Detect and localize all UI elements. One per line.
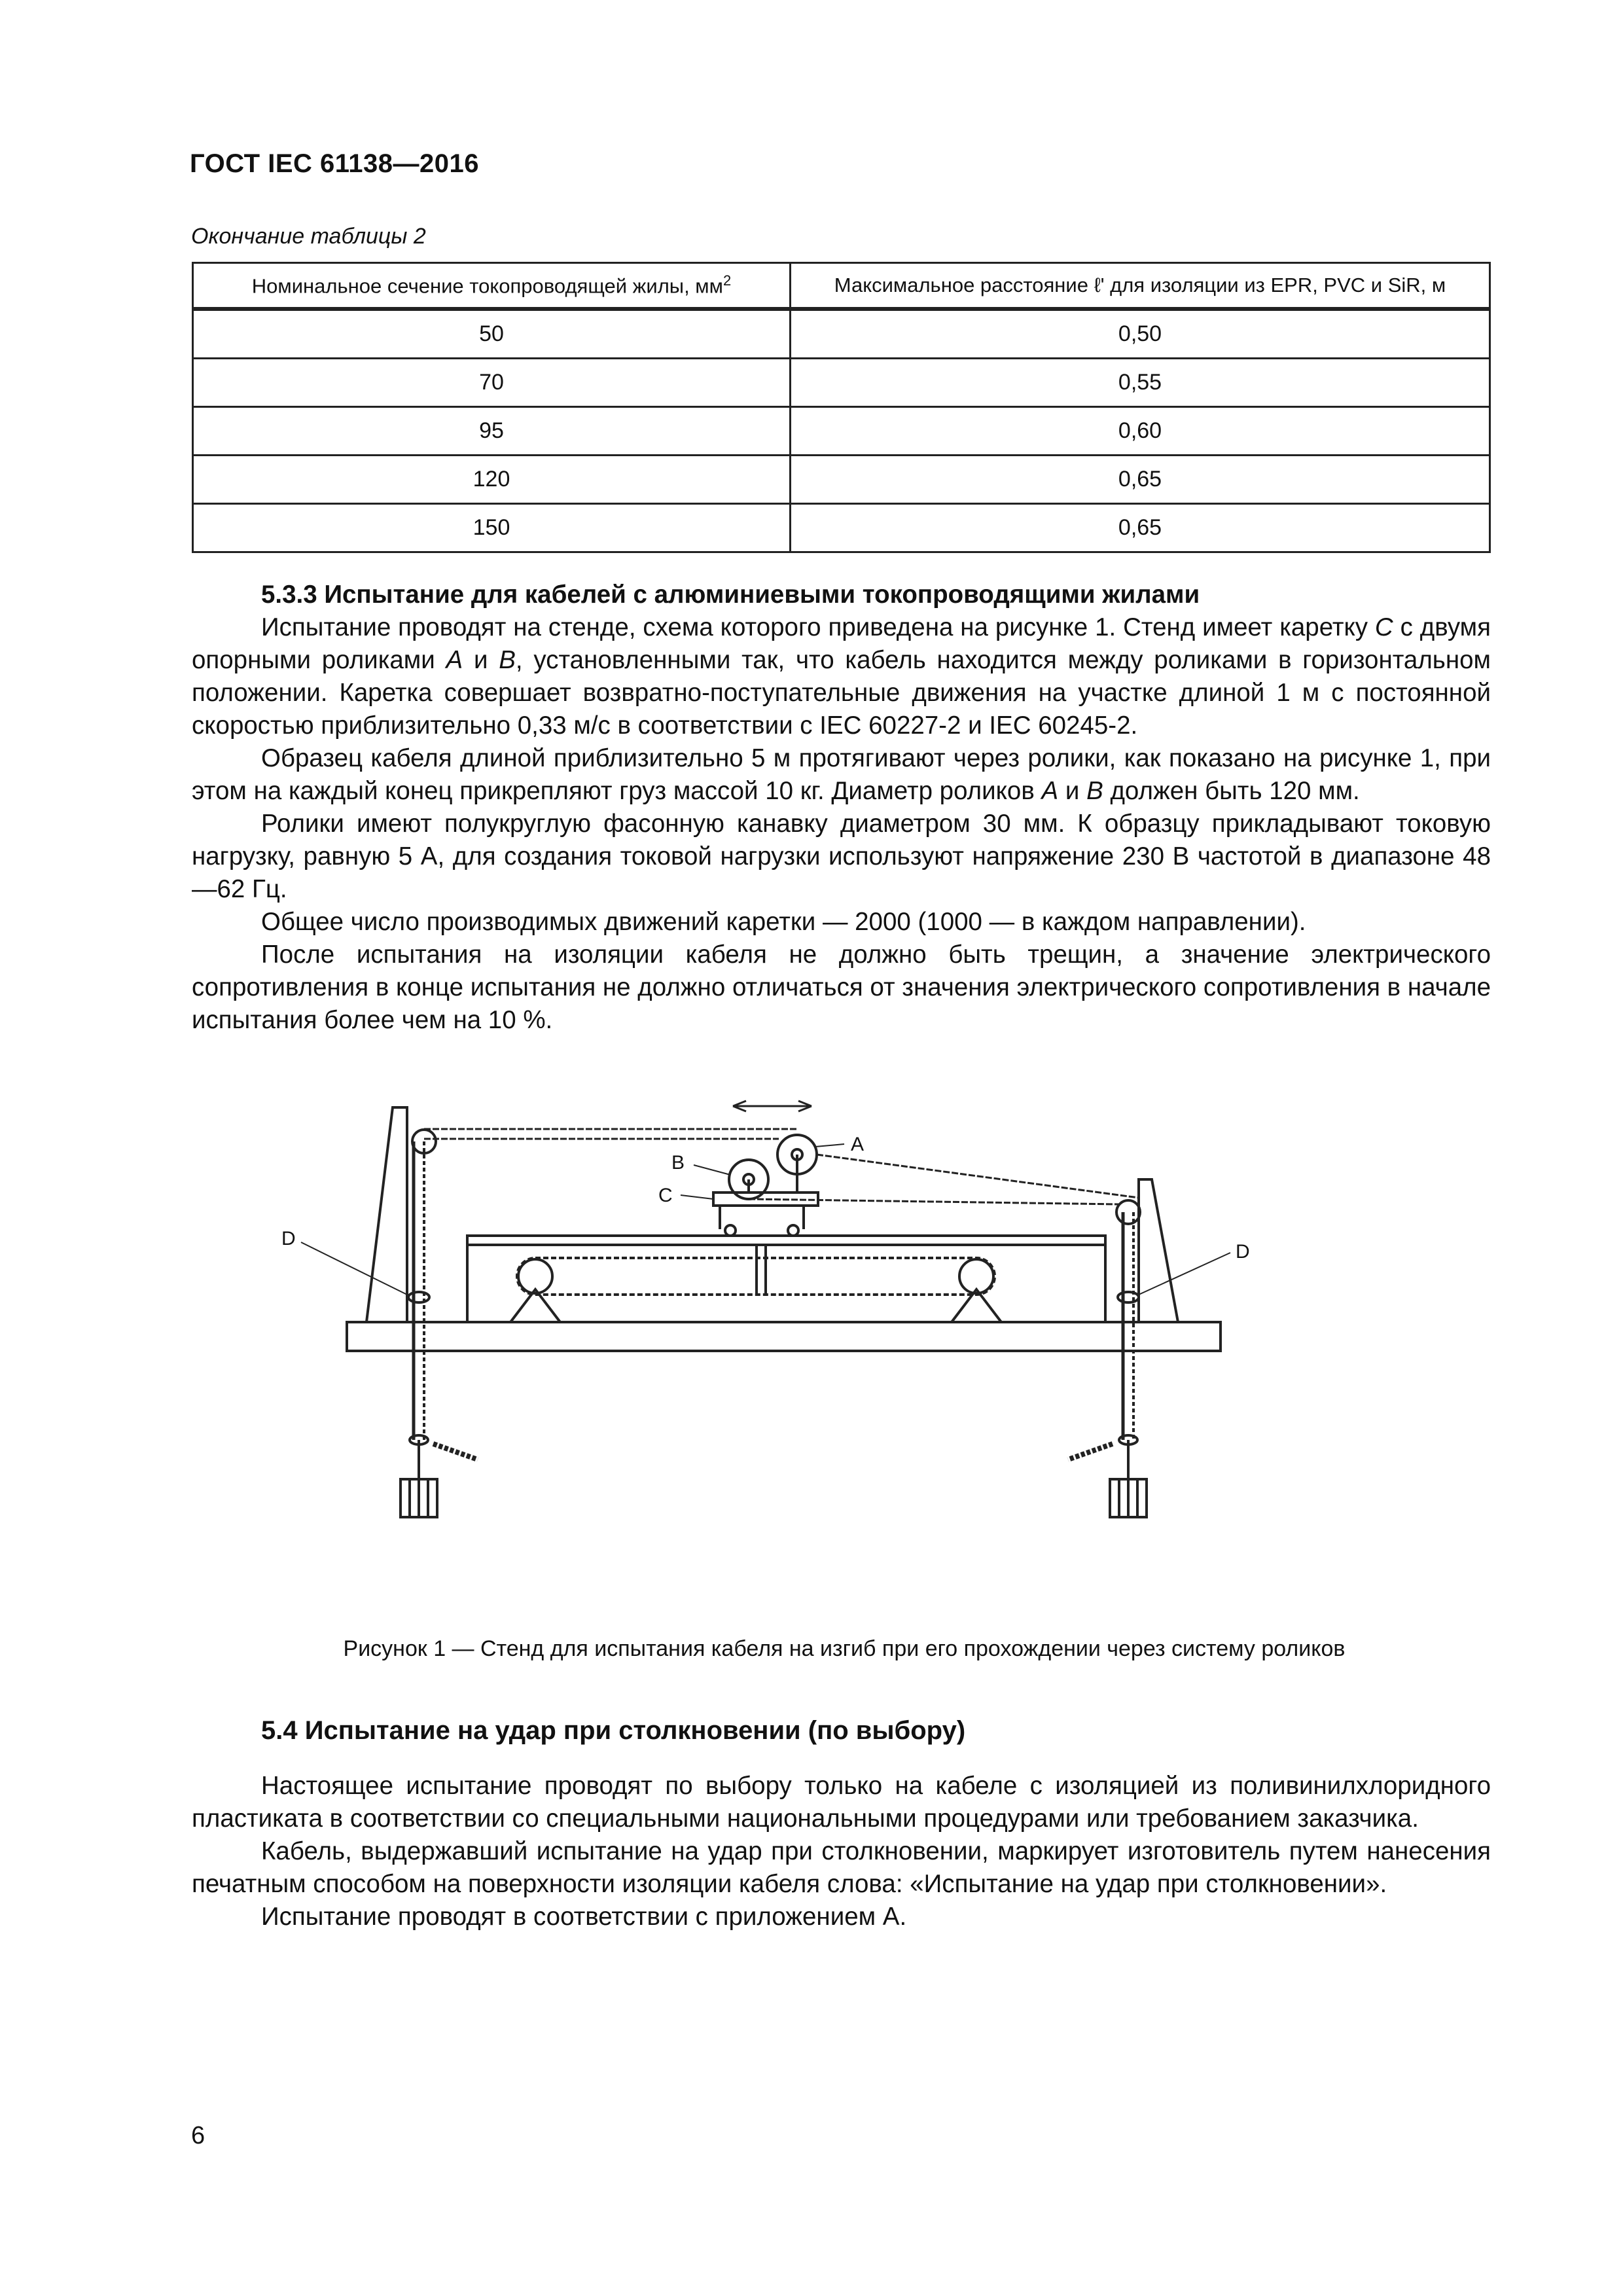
section-5-3-3-paragraph-2: Образец кабеля длиной приблизительно 5 м протягивают через ролики, как показано на рисунке 1, при этом на каждый конец прикрепляют груз массой 10 кг. Диаметр роликов A и B должен быть 120 мм.	[192, 744, 1491, 805]
rig-base-table	[347, 1322, 1221, 1351]
table-cell: 50	[193, 309, 791, 359]
table-row	[193, 359, 1490, 407]
section-5-3-3-paragraph-5: После испытания на изоляции кабеля не должно быть трещин, а значение электрического сопротивления в конце испытания не должно отличаться от значения электрического сопротивления в начале испытания более чем на 10 %.	[192, 941, 1491, 1034]
table-cell: 0,60	[791, 407, 1490, 456]
section-5-3-3-paragraph-1: Испытание проводят на стенде, схема которого приведена на рисунке 1. Стенд имеет каретку C с двумя опорными роликами A и B, установленными так, что кабель находится между роликами в горизонтальном положении. Каретка совершает возвратно-поступательные движения на участке длиной 1 м с постоянной скоростью приблизительно 0,33 м/с в соответствии с IEC 60227-2 и IEC 60245-2.	[192, 613, 1491, 740]
section-5-3-3-heading: 5.3.3 Испытание для кабелей с алюминиевыми токопроводящими жилами	[261, 581, 1200, 609]
section-5-4-paragraph-3: Испытание проводят в соответствии с приложением А.	[261, 1903, 907, 1931]
figure-1-caption: Рисунок 1 — Стенд для испытания кабеля на изгиб при его прохождении через систему роликов	[343, 1636, 1346, 1661]
section-5-4-paragraph-1: Настоящее испытание проводят по выбору только на кабеле с изоляцией из поливинилхлоридного пластиката в соответствии со специальными национальными процедурами или требованием заказчика.	[192, 1772, 1491, 1833]
figure-label-a: A	[851, 1134, 865, 1155]
table-cell: 0,65	[791, 456, 1490, 504]
figure-label-d-left: D	[281, 1228, 296, 1249]
section-5-4-heading: 5.4 Испытание на удар при столкновении (по выбору)	[261, 1716, 966, 1745]
table-cell: 0,50	[791, 309, 1490, 359]
table-row	[193, 456, 1490, 504]
section-5-4	[192, 1770, 1491, 1933]
table-cell: 95	[193, 407, 791, 456]
section-5-3-3	[192, 579, 1491, 1037]
table-row	[193, 504, 1490, 552]
rig-left-upright	[366, 1107, 407, 1322]
table-row	[193, 407, 1490, 456]
table-header-max-distance: Максимальное расстояние ℓ' для изоляции из EPR, PVC и SiR, м	[791, 263, 1490, 310]
right-clamp-d	[1118, 1292, 1139, 1302]
table-cell: 0,55	[791, 359, 1490, 407]
figure-1-bending-test-rig	[262, 1073, 1322, 1584]
right-top-pulley	[1116, 1200, 1140, 1224]
figure-label-b: B	[671, 1152, 685, 1174]
rig-inner-frame	[467, 1236, 1105, 1322]
section-5-3-3-paragraph-3: Ролики имеют полукруглую фасонную канавку диаметром 30 мм. К образцу прикладывают токовую нагрузку, равную 5 А, для создания токовой нагрузки используют напряжение 230 В частотой в диапазоне 48—62 Гц.	[192, 810, 1491, 903]
figure-label-d-right: D	[1236, 1241, 1250, 1263]
section-5-4-paragraph-2: Кабель, выдержавший испытание на удар при столкновении, маркирует изготовитель путем нанесения печатным способом на поверхности изоляции кабеля слова: «Испытание на удар при столкновении».	[192, 1837, 1491, 1898]
table-cell: 150	[193, 504, 791, 552]
table-cell: 70	[193, 359, 791, 407]
left-clamp-d	[408, 1292, 429, 1302]
page-number: 6	[191, 2122, 205, 2149]
table-cell: 120	[193, 456, 791, 504]
motion-arrow	[733, 1101, 812, 1111]
distance-table	[192, 262, 1491, 553]
table-header-row	[193, 263, 1490, 310]
rig-right-upright	[1139, 1179, 1178, 1322]
table-row	[193, 309, 1490, 359]
figure-label-c: C	[658, 1185, 673, 1206]
table-cell: 0,65	[791, 504, 1490, 552]
section-5-3-3-paragraph-4: Общее число производимых движений каретки — 2000 (1000 — в каждом направлении).	[261, 908, 1306, 936]
table-header-cross-section: Номинальное сечение токопроводящей жилы, $мм^2$	[193, 263, 791, 310]
table-caption: Окончание таблицы 2	[191, 224, 426, 249]
document-header: ГОСТ IEC 61138—2016	[190, 149, 479, 178]
